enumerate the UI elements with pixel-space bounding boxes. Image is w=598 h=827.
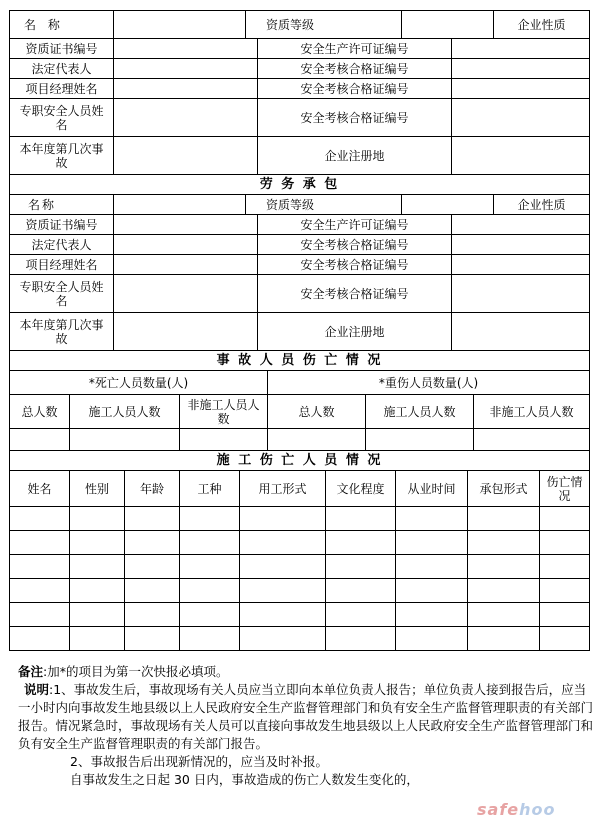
dead-non-workers-value[interactable] bbox=[180, 429, 268, 451]
remark-line bbox=[18, 663, 593, 681]
reg-place-value[interactable] bbox=[452, 137, 590, 175]
table-row bbox=[10, 507, 590, 531]
col-employment-form: 用工形式 bbox=[240, 471, 326, 507]
col-gender: 性别 bbox=[70, 471, 125, 507]
legal-rep-label: 法定代表人 bbox=[10, 59, 114, 79]
labor-safety-permit-value[interactable] bbox=[452, 215, 590, 235]
pm-safety-cert-label: 安全考核合格证编号 bbox=[258, 79, 452, 99]
injured-non-workers-value[interactable] bbox=[474, 429, 590, 451]
col-name: 姓名 bbox=[10, 471, 70, 507]
labor-safety-cert-value[interactable] bbox=[452, 235, 590, 255]
labor-nature-label: 企业性质 bbox=[494, 195, 590, 215]
pm-name-label: 项目经理姓名 bbox=[10, 79, 114, 99]
injured-non-workers-label: 非施工人员人数 bbox=[474, 395, 590, 429]
safety-cert-label: 安全考核合格证编号 bbox=[258, 59, 452, 79]
injured-total-label: 总人数 bbox=[268, 395, 366, 429]
pm-safety-cert-value[interactable] bbox=[452, 79, 590, 99]
remark-label: 备注 bbox=[18, 664, 44, 679]
labor-section-title: 劳 务 承 包 bbox=[10, 175, 590, 195]
explain-text-3: 自事故发生之日起 30 日内，事故造成的伤亡人数发生变化的， bbox=[70, 772, 419, 787]
name-value[interactable] bbox=[114, 11, 246, 39]
personnel-section-title: 施 工 伤 亡 人 员 情 况 bbox=[10, 451, 590, 471]
personnel-table bbox=[9, 470, 590, 651]
dead-non-workers-label: 非施工人员人数 bbox=[180, 395, 268, 429]
labor-officer-safety-cert-label: 安全考核合格证编号 bbox=[258, 275, 452, 313]
reg-place-label: 企业注册地 bbox=[258, 137, 452, 175]
accident-count-value[interactable] bbox=[114, 137, 258, 175]
labor-legal-rep-label: 法定代表人 bbox=[10, 235, 114, 255]
col-education: 文化程度 bbox=[326, 471, 396, 507]
personnel-header-row bbox=[10, 471, 590, 507]
table-row bbox=[10, 531, 590, 555]
col-age: 年龄 bbox=[125, 471, 180, 507]
col-casualty-status: 伤亡情况 bbox=[540, 471, 590, 507]
labor-accident-count-value[interactable] bbox=[114, 313, 258, 351]
labor-pm-safety-cert-label: 安全考核合格证编号 bbox=[258, 255, 452, 275]
injured-workers-value[interactable] bbox=[366, 429, 474, 451]
labor-qual-level-label: 资质等级 bbox=[246, 195, 402, 215]
table-row bbox=[10, 627, 590, 651]
explain-label: 说明 bbox=[24, 682, 50, 697]
labor-name-value[interactable] bbox=[114, 195, 246, 215]
dead-workers-value[interactable] bbox=[70, 429, 180, 451]
labor-safety-officer-label: 专职安全人员姓名 bbox=[10, 275, 114, 313]
labor-legal-rep-value[interactable] bbox=[114, 235, 258, 255]
name-label: 名 称 bbox=[10, 11, 114, 39]
labor-cert-no-label: 资质证书编号 bbox=[10, 215, 114, 235]
report-form bbox=[9, 10, 589, 651]
cert-no-label: 资质证书编号 bbox=[10, 39, 114, 59]
labor-safety-officer-value[interactable] bbox=[114, 275, 258, 313]
legal-rep-value[interactable] bbox=[114, 59, 258, 79]
safety-officer-value[interactable] bbox=[114, 99, 258, 137]
dead-count-label: *死亡人员数量(人) bbox=[10, 371, 268, 395]
pm-name-value[interactable] bbox=[114, 79, 258, 99]
safety-permit-label: 安全生产许可证编号 bbox=[258, 39, 452, 59]
labor-reg-place-label: 企业注册地 bbox=[258, 313, 452, 351]
contractor-row-name bbox=[10, 11, 590, 39]
explain-text-2: 2、事故报告后出现新情况的，应当及时补报。 bbox=[70, 754, 328, 769]
labor-name-label: 名称 bbox=[10, 195, 114, 215]
injured-total-value[interactable] bbox=[268, 429, 366, 451]
officer-safety-cert-label: 安全考核合格证编号 bbox=[258, 99, 452, 137]
dead-total-label: 总人数 bbox=[10, 395, 70, 429]
safety-officer-label: 专职安全人员姓名 bbox=[10, 99, 114, 137]
nature-label: 企业性质 bbox=[494, 11, 590, 39]
labor-qual-level-value[interactable] bbox=[402, 195, 494, 215]
labor-pm-safety-cert-value[interactable] bbox=[452, 255, 590, 275]
labor-reg-place-value[interactable] bbox=[452, 313, 590, 351]
labor-safety-permit-label: 安全生产许可证编号 bbox=[258, 215, 452, 235]
labor-safety-cert-label: 安全考核合格证编号 bbox=[258, 235, 452, 255]
col-job-type: 工种 bbox=[180, 471, 240, 507]
injured-workers-label: 施工人员人数 bbox=[366, 395, 474, 429]
casualty-section-title: 事 故 人 员 伤 亡 情 况 bbox=[10, 351, 590, 371]
safety-permit-value[interactable] bbox=[452, 39, 590, 59]
labor-cert-no-value[interactable] bbox=[114, 215, 258, 235]
labor-officer-safety-cert-value[interactable] bbox=[452, 275, 590, 313]
safety-cert-value[interactable] bbox=[452, 59, 590, 79]
cert-no-value[interactable] bbox=[114, 39, 258, 59]
table-row bbox=[10, 579, 590, 603]
col-contract-form: 承包形式 bbox=[468, 471, 540, 507]
casualty-table bbox=[9, 370, 590, 471]
report-table bbox=[9, 10, 590, 371]
watermark-part2: hoo bbox=[519, 800, 556, 819]
watermark-part1: safe bbox=[477, 800, 520, 819]
col-work-years: 从业时间 bbox=[396, 471, 468, 507]
injured-count-label: *重伤人员数量(人) bbox=[268, 371, 590, 395]
labor-accident-count-label: 本年度第几次事故 bbox=[10, 313, 114, 351]
dead-total-value[interactable] bbox=[10, 429, 70, 451]
accident-count-label: 本年度第几次事故 bbox=[10, 137, 114, 175]
qual-level-value[interactable] bbox=[402, 11, 494, 39]
qual-level-label: 资质等级 bbox=[246, 11, 402, 39]
officer-safety-cert-value[interactable] bbox=[452, 99, 590, 137]
table-row bbox=[10, 603, 590, 627]
table-row bbox=[10, 555, 590, 579]
labor-pm-name-label: 项目经理姓名 bbox=[10, 255, 114, 275]
labor-pm-name-value[interactable] bbox=[114, 255, 258, 275]
explain-paragraph bbox=[18, 681, 593, 753]
notes-section bbox=[18, 663, 593, 789]
dead-workers-label: 施工人员人数 bbox=[70, 395, 180, 429]
remark-text: :加*的项目为第一次快报必填项。 bbox=[43, 664, 229, 679]
site-watermark bbox=[477, 800, 556, 819]
explain-text-1: :1、事故发生后，事故现场有关人员应当立即向本单位负责人报告；单位负责人接到报告后，应当一小时内向事故发生地县级以上人民政府安全生产监督管理部门和负有安全生产监督管理职责的有关部门报告。情况紧急时，事故现场有关人员可以直接向事故发生地县级以上人民政府安全生产监督管理部门和负有安全生产监督管理职责的有关部门报告。 bbox=[18, 682, 594, 751]
